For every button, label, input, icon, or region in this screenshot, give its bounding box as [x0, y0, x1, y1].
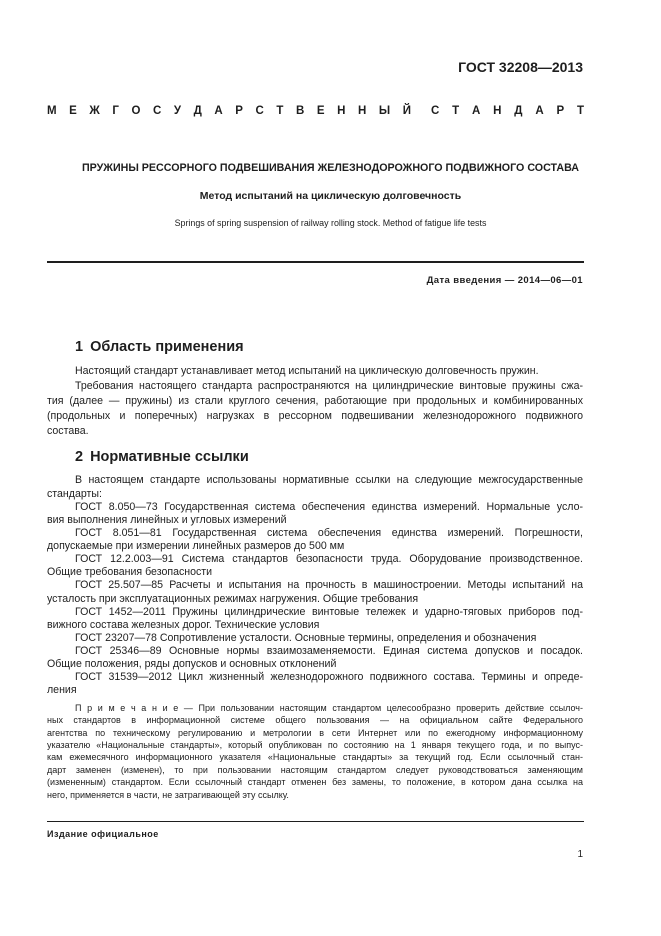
introduction-date: Дата введения — 2014—06—01 [426, 275, 583, 286]
section-2-body [47, 474, 583, 697]
section-title: Нормативные ссылки [90, 449, 249, 465]
note-line: ных стандартов в информационной системе общего пользования — на официальном сайте Федерального [47, 715, 583, 726]
section-1-heading [75, 338, 244, 356]
section-title: Область применения [90, 339, 244, 355]
note-line: дарт заменен (изменен), то при пользовании настоящим стандартом следует руководствоваться заменяющим [47, 764, 583, 775]
reference-line: вия выполнения линейных и угловых измерений [47, 513, 287, 526]
note-line: указателю «Национальные стандарты», который опубликован по состоянию на 1 января текущего года, и по выпус- [47, 739, 583, 750]
note-line: агентства по техническому регулированию и метрологии в сети Интернет или по ежегодному информационному [47, 727, 583, 738]
section-1-body [47, 364, 583, 439]
note-block [47, 702, 583, 801]
text-line: (продольных и поперечных) нагрузках в рессорном подвешивании железнодорожного подвижного [47, 410, 583, 422]
text-line: состава. [47, 425, 89, 437]
note-line: П р и м е ч а н и е — При пользовании настоящим стандартом целесообразно проверить действие ссылоч- [75, 702, 583, 713]
text-line: стандарты: [47, 487, 102, 500]
reference-line: Общие требования безопасности [47, 566, 213, 579]
reference-line: ГОСТ 1452—2011 Пружины цилиндрические винтовые тележек и ударно-тяговых приборов под- [75, 605, 583, 618]
note-line: кам ежемесячного информационного указателя «Национальные стандарты» за текущий год. Если ссылочный стан- [47, 752, 583, 763]
text-line: тия (далее — пружины) из стали круглого сечения, работающие при продольных и комбинированных [47, 395, 583, 407]
reference-line: усталость при эксплуатационных режимах нагружения. Общие требования [47, 592, 419, 605]
footer-divider [47, 821, 584, 822]
text-line: Требования настоящего стандарта распространяются на цилиндрические винтовые пружины сжа- [75, 380, 583, 392]
reference-line: ГОСТ 25.507—85 Расчеты и испытания на прочность в машиностроении. Методы испытаний на [75, 579, 583, 592]
reference-line: допускаемые при измерении линейных размеров до 500 мм [47, 540, 345, 553]
reference-line: Общие положения, ряды допусков и основных отклонений [47, 658, 337, 671]
reference-line: ления [47, 684, 77, 697]
document-subtitle: Метод испытаний на циклическую долговечность [199, 190, 462, 202]
section-2-heading [75, 448, 249, 466]
reference-line: ГОСТ 25346—89 Основные нормы взаимозаменяемости. Единая система допусков и посадок. [75, 645, 583, 658]
official-edition-label: Издание официальное [47, 829, 159, 839]
title-divider [47, 261, 584, 263]
section-number: 2 [75, 449, 84, 465]
reference-line: ГОСТ 23207—78 Сопротивление усталости. Основные термины, определения и обозначения [75, 631, 537, 644]
text-line: В настоящем стандарте использованы нормативные ссылки на следующие межгосударственные [75, 474, 583, 487]
reference-line: ГОСТ 8.050—73 Государственная система обеспечения единства измерений. Нормальные усло- [75, 500, 583, 513]
standard-type-banner-word1: М Е Ж Г О С У Д А Р С Т В Е Н Н Ы Й [47, 105, 411, 117]
page-number: 1 [577, 849, 583, 860]
reference-line: ГОСТ 8.051—81 Государственная система обеспечения единства измерений. Погрешности, [75, 526, 583, 539]
document-number: ГОСТ 32208—2013 [458, 59, 583, 75]
document-title: ПРУЖИНЫ РЕССОРНОГО ПОДВЕШИВАНИЯ ЖЕЛЕЗНОДОРОЖНОГО ПОДВИЖНОГО СОСТАВА [81, 162, 580, 174]
text-line: Настоящий стандарт устанавливает метод испытаний на циклическую долговечность пружин. [75, 365, 539, 377]
reference-line: вижного состава железных дорог. Технические условия [47, 618, 320, 631]
note-line: (измененным) стандартом. Если ссылочный стандарт отменен без замены, то положение, в котором дана ссылка на [47, 777, 583, 788]
english-title: Springs of spring suspension of railway rolling stock. Method of fatigue life tests [174, 218, 487, 228]
note-line: него, применяется в части, не затрагивающей эту ссылку. [47, 789, 289, 800]
section-number: 1 [75, 339, 84, 355]
standard-type-banner-word2: С Т А Н Д А Р Т [431, 105, 584, 117]
reference-line: ГОСТ 12.2.003—91 Система стандартов безопасности труда. Оборудование производственное. [75, 553, 583, 566]
reference-line: ГОСТ 31539—2012 Цикл жизненный железнодорожного подвижного состава. Термины и опреде- [75, 671, 583, 684]
